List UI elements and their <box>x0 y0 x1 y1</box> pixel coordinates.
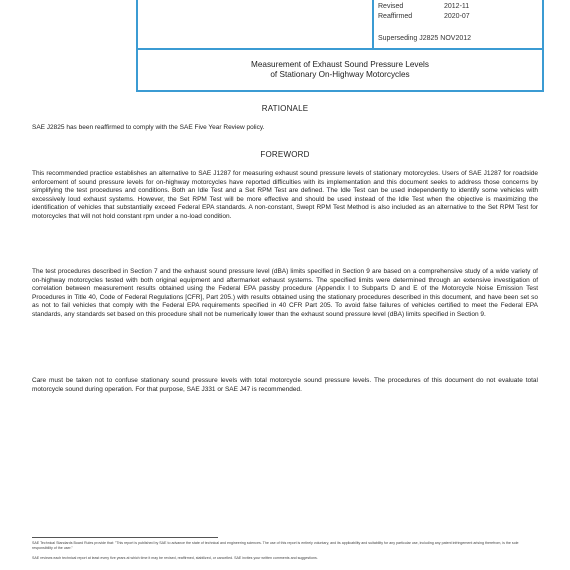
revised-label: Revised <box>378 3 404 10</box>
rationale-text: SAE J2825 has been reaffirmed to comply with the SAE Five Year Review policy. <box>32 124 265 131</box>
footer-note-1: SAE Technical Standards Board Rules provide that: "This report is published by SAE to advance the state of technical and engineering sciences. The use of this report is entirely voluntary, and its applicability and suitability for any particular use, including any patent infringement arising therefrom, is the sole responsibility of the user." <box>32 541 519 550</box>
reaffirmed-row <box>378 13 470 20</box>
revised-row <box>378 3 469 10</box>
footer-note-2: SAE reviews each technical report at least every five years at which time it may be revised, reaffirmed, stabilized, or cancelled. SAE invites your written comments and suggestions. <box>32 556 318 560</box>
superseding-note: Superseding J2825 NOV2012 <box>378 35 472 42</box>
foreword-heading: FOREWORD <box>260 150 310 159</box>
document-title <box>138 60 542 80</box>
footer-rule <box>32 537 218 538</box>
foreword-paragraph-2: The test procedures described in Section 7 and the exhaust sound pressure level (dBA) limits specified in Section 9 are based on a comprehensive study of a wide variety of on-highway motorcycles tested with both original equipment and aftermarket exhaust systems. The specified limits were determined through an extensive investigation of correlation between measurement results obtained using the Federal EPA passby procedure (Appendix I to Subparts D and E of the Motorcycle Noise Emission Test Procedures in Title 40, Code of Federal Regulations [CFR], Part 205.) with results obtained using the stationary procedures described in this document, and have been set so as not to fail vehicles that comply with the Federal EPA requirements specified in 40 CFR Part 205. To avoid false failures of vehicles certified to meet the Federal EPA standards, any standards set based on this procedure shall not be numerically lower than the exhaust sound pressure level (dBA) limits specified in Section 9. <box>32 268 538 318</box>
document-header-box <box>136 0 544 92</box>
header-divider <box>138 48 542 50</box>
title-line-1: Measurement of Exhaust Sound Pressure Levels <box>251 60 429 69</box>
title-line-2: of Stationary On-Highway Motorcycles <box>270 70 410 79</box>
rationale-heading: RATIONALE <box>261 104 309 113</box>
reaffirmed-date: 2020-07 <box>444 13 470 20</box>
foreword-paragraph-1: This recommended practice establishes an alternative to SAE J1287 for measuring exhaust sound pressure levels of stationary motorcycles. Users of SAE J1287 for roadside enforcement of sound pressure levels for on-highway motorcycles have reported difficulties with its implementation and this document seeks to address those concerns by simplifying the test procedures and conditions. Both an Idle Test and a Set RPM Test are defined. The Idle Test can be used independently to identify some vehicles with excessively loud exhaust systems. However, the Set RPM Test will be more effective and should be used instead of the Idle Test when the objective is maximizing the identification of vehicles that substantially exceed Federal EPA standards. A non-constant, Swept RPM Test Method is also included as an alternative to the Set RPM Test for motorcycles that will not hold constant rpm under a no-load condition. <box>32 170 538 220</box>
foreword-paragraph-3: Care must be taken not to confuse stationary sound pressure levels with total motorcycle sound pressure levels. The procedures of this document do not evaluate total motorcycle sound during operation. For that purpose, SAE J331 or SAE J47 is recommended. <box>32 377 538 393</box>
header-column-divider <box>372 0 374 48</box>
reaffirmed-label: Reaffirmed <box>378 13 413 20</box>
revised-date: 2012-11 <box>444 3 470 10</box>
